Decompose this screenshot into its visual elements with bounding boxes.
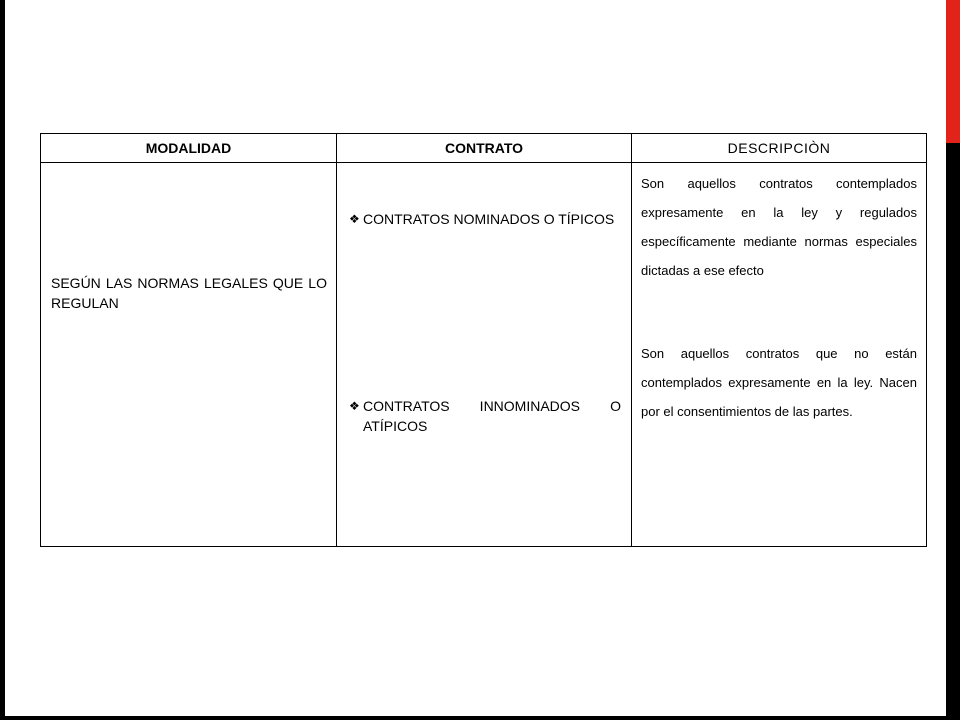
- contrato-cell: [337, 163, 632, 547]
- contracts-table-container: [40, 133, 927, 547]
- modalidad-cell: [41, 163, 337, 547]
- table-header-row: [41, 134, 927, 163]
- right-frame-bar: [946, 143, 960, 720]
- descripcion-nominados: Son aquellos contratos contemplados expresamente en la ley y regulados específicamente mediante normas especiales dictadas a ese efecto: [641, 176, 917, 278]
- table-row: [41, 163, 927, 547]
- left-frame-bar: [0, 0, 5, 720]
- diamond-bullet-icon: ❖: [349, 399, 360, 413]
- descripcion-innominados: Son aquellos contratos que no están contemplados expresamente en la ley. Nacen por el consentimientos de las partes.: [641, 346, 917, 419]
- contrato-label-innominados: CONTRATOS INNOMINADOS O ATÍPICOS: [363, 398, 621, 434]
- bottom-frame-bar: [0, 716, 960, 720]
- contrato-item-nominados: [349, 209, 621, 229]
- contracts-table: [40, 133, 927, 547]
- modalidad-value: SEGÚN LAS NORMAS LEGALES QUE LO REGULAN: [51, 275, 327, 311]
- header-descripcion: DESCRIPCIÒN: [632, 134, 927, 163]
- contrato-item-innominados: [349, 396, 621, 436]
- header-contrato: CONTRATO: [337, 134, 632, 163]
- diamond-bullet-icon: ❖: [349, 212, 360, 226]
- descripcion-cell: [632, 163, 927, 547]
- header-modalidad: MODALIDAD: [41, 134, 337, 163]
- contrato-label-nominados: CONTRATOS NOMINADOS O TÍPICOS: [363, 211, 615, 227]
- right-accent-bar-red: [946, 0, 960, 143]
